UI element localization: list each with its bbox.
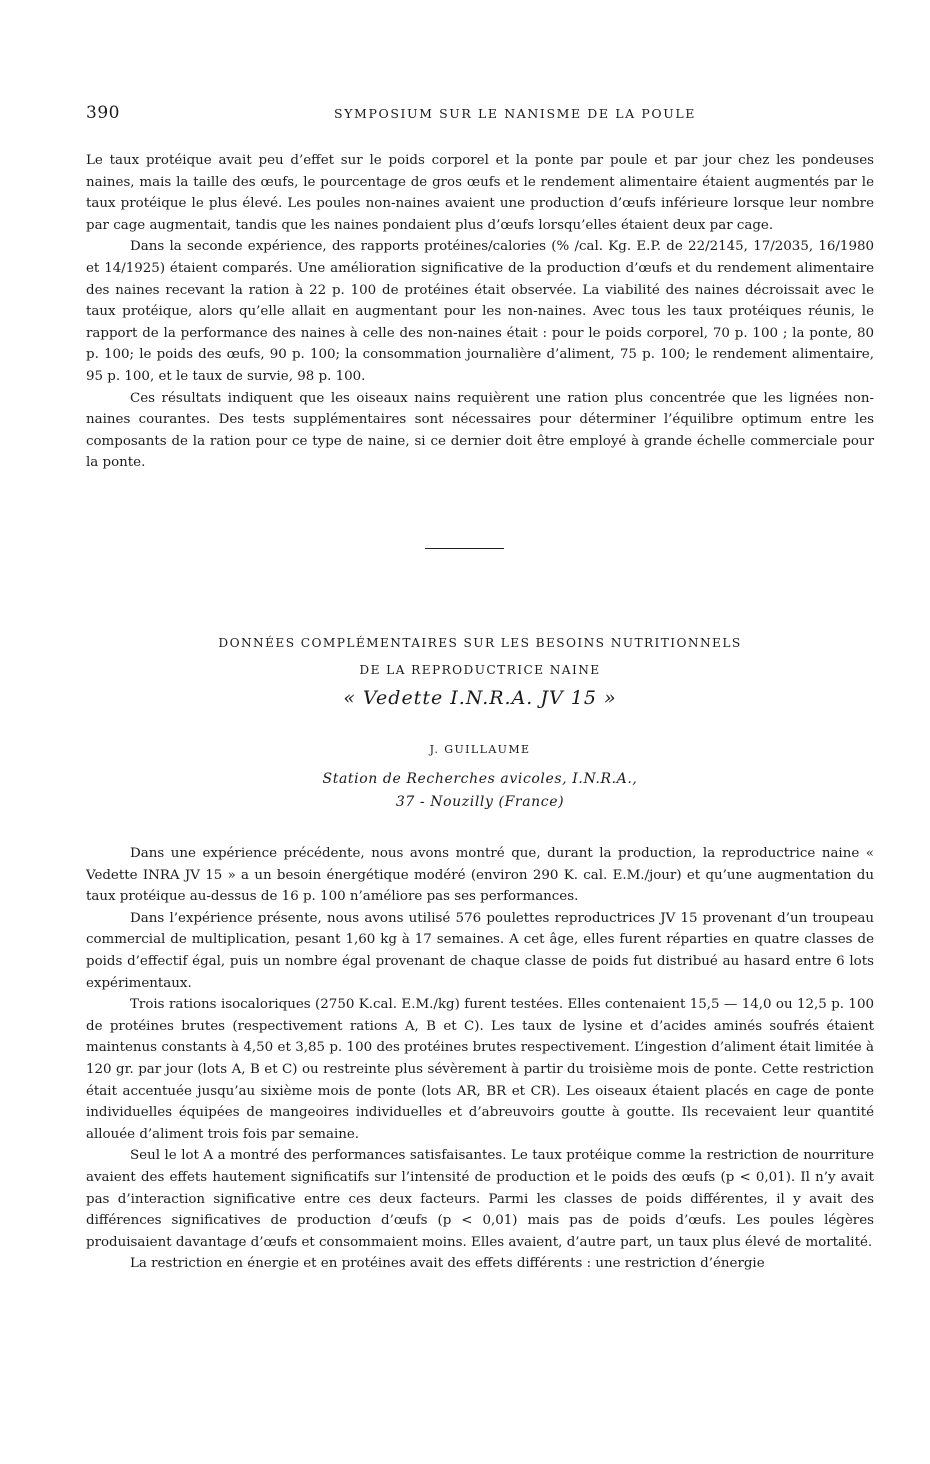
paragraph: La restriction en énergie et en protéines avait des effets différents : une restriction d’énergie <box>130 1256 765 1272</box>
paragraph: Ces résultats indiquent que les oiseaux nains requièrent une ration plus concentrée que les lignées non-naines courantes. Des tests supplémentaires sont nécessaires pour déterminer l’équilibre optimum entre les composants de la ration pour ce type de naine, si ce dernier doit être employé à grande échelle commerciale pour la ponte. <box>86 390 874 471</box>
previous-article-text <box>86 150 874 474</box>
paragraph: Seul le lot A a montré des performances satisfaisantes. Le taux protéique comme la restriction de nourriture avaient des effets hautement significatifs sur l’intensité de production et le poids des œufs (p < 0,01). Il n’y avait pas d’interaction significative entre ces deux facteurs. Parmi les classes de poids différentes, il y avait des différences significatives de production d’œufs (p < 0,01) mais pas de poids d’œufs. Les poules légères produisaient davantage d’œufs et consommaient moins. Elles avaient, d’autre part, un taux plus élevé de mortalité. <box>86 1148 874 1250</box>
affiliation-line-1: Station de Recherches avicoles, I.N.R.A., <box>322 771 638 787</box>
article-body <box>86 843 874 1275</box>
author-name: J. GUILLAUME <box>429 743 531 756</box>
paragraph: Trois rations isocaloriques (2750 K.cal. E.M./kg) furent testées. Elles contenaient 15,5 — 14,0 ou 12,5 p. 100 de protéines brutes (respectivement rations A, B et C). Les taux de lysine et d’acides aminés soufrés étaient maintenus constants à 4,50 et 3,85 p. 100 des protéines brutes respectivement. L’ingestion d’aliment était limitée à 120 gr. par jour (lots A, B et C) ou restreinte plus sévèrement à partir du troisième mois de ponte. Cette restriction était accentuée jusqu’au sixième mois de ponte (lots AR, BR et CR). Les oiseaux étaient placés en cage de ponte individuelles équipées de mangeoires individuelles et d’abreuvoirs goutte à goutte. Ils recevaient leur quantité allouée d’aliment trois fois par semaine. <box>86 997 874 1142</box>
article-title-line-2: DE LA REPRODUCTRICE NAINE <box>359 663 601 677</box>
paragraph: Dans la seconde expérience, des rapports protéines/calories (% /cal. Kg. E.P. de 22/2145, 17/2035, 16/1980 et 14/1925) étaient comparés. Une amélioration significative de la production d’œufs et du rendement alimentaire des naines recevant la ration à 22 p. 100 de protéines était observée. La viabilité des naines décroissait avec le taux protéique, alors qu’elle allait en augmentant pour les non-naines. Avec tous les taux protéiques réunis, le rapport de la performance des naines à celle des non-naines était : pour le poids corporel, 70 p. 100 ; la ponte, 80 p. 100; le poids des œufs, 90 p. 100; la consommation journalière d’aliment, 75 p. 100; le rendement alimentaire, 95 p. 100, et le taux de survie, 98 p. 100. <box>86 239 874 384</box>
page-header <box>86 103 874 127</box>
running-title: SYMPOSIUM SUR LE NANISME DE LA POULE <box>334 106 696 121</box>
article-title-line-1: DONNÉES COMPLÉMENTAIRES SUR LES BESOINS NUTRITIONNELS <box>218 636 742 650</box>
paragraph: Le taux protéique avait peu d’effet sur le poids corporel et la ponte par poule et par jour chez les pondeuses naines, mais la taille des œufs, le pourcentage de gros œufs et le rendement alimentaire étaient augmentés par le taux protéique le plus élevé. Les poules non-naines avaient une production d’œufs inférieure lorsque leur nombre par cage augmentait, tandis que les naines pondaient plus d’œufs lorsqu’elles étaient deux par cage. <box>86 153 874 233</box>
affiliation-line-2: 37 - Nouzilly (France) <box>395 794 565 810</box>
section-divider <box>425 548 504 549</box>
paragraph: Dans une expérience précédente, nous avons montré que, durant la production, la reproductrice naine « Vedette INRA JV 15 » a un besoin énergétique modéré (environ 290 K. cal. E.M./jour) et qu’une augmentation du taux protéique au-dessus de 16 p. 100 n’améliore pas ses performances. <box>86 846 874 905</box>
page-number: 390 <box>86 103 120 123</box>
article-title-line-3: « Vedette I.N.R.A. JV 15 » <box>343 687 617 709</box>
paragraph: Dans l’expérience présente, nous avons utilisé 576 poulettes reproductrices JV 15 provenant d’un troupeau commercial de multiplication, pesant 1,60 kg à 17 semaines. A cet âge, elles furent réparties en quatre classes de poids d’effectif égal, puis un nombre égal provenant de chaque classe de poids fut distribué au hasard entre 6 lots expérimentaux. <box>86 910 874 991</box>
